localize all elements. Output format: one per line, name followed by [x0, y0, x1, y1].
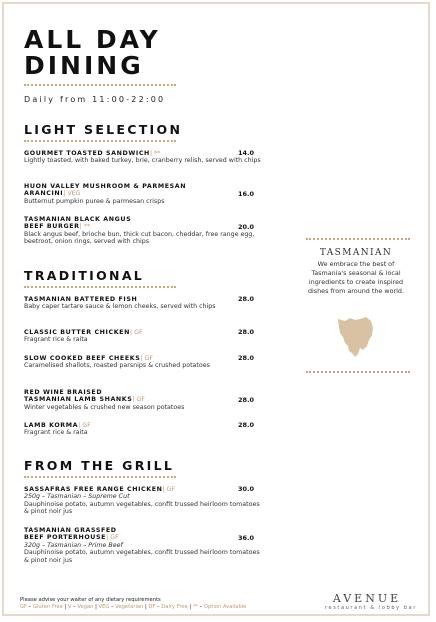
- item-price: 28.0: [238, 396, 255, 404]
- item-tag: | GF: [106, 534, 119, 542]
- item-tag: | **: [149, 150, 161, 157]
- sidebar-divider-bottom: [306, 371, 410, 373]
- sidebar-title: TASMANIAN: [319, 248, 393, 258]
- item-tag: | VEG: [63, 190, 81, 198]
- item-name: TASMANIAN LAMB SHANKS: [24, 396, 133, 404]
- item-subtitle: 250g – Tasmanian – Supreme Cut: [24, 493, 130, 501]
- tasmania-map-icon: [336, 315, 376, 359]
- item-description: Fragrant rice & raita: [24, 336, 88, 344]
- item-description: Black angus beef, brioche bun, thick cut bacon, cheddar, free range egg, beetroot, onion rings, served with chips: [24, 230, 255, 246]
- item-name-line-1: RED WINE BRAISED: [24, 389, 103, 396]
- section-divider: [24, 140, 176, 142]
- item-price: 36.0: [238, 534, 255, 542]
- dietary-footer: [20, 597, 246, 612]
- item-price: 20.0: [238, 223, 255, 231]
- item-description: Winter vegetables & crushed new season potatoes: [24, 403, 185, 411]
- sidebar-text: We embrace the best of Tasmania's seasonal & local ingredients to create inspired dishes from around the world.: [307, 260, 405, 295]
- item-tag: | GF: [78, 422, 91, 429]
- item-name-line-1: TASMANIAN BLACK ANGUS: [24, 216, 132, 223]
- brand-tagline: restaurant & lobby bar: [325, 605, 417, 611]
- menu-item: [24, 486, 264, 516]
- item-name: ARANCINI: [24, 190, 64, 198]
- item-tag: | GF: [140, 355, 153, 362]
- sidebar-divider-top: [306, 238, 410, 240]
- item-name: CLASSIC BUTTER CHICKEN: [24, 329, 130, 336]
- item-price: 28.0: [238, 328, 255, 336]
- item-price: 14.0: [238, 149, 255, 157]
- item-tag: | GF: [162, 486, 176, 493]
- item-name: GOURMET TOASTED SANDWICH: [24, 150, 150, 157]
- item-tag: | GF: [132, 396, 146, 404]
- item-description: Dauphinoise potato, autumn vegetables, confit trussed heirloom tomatoes & pinot noir jus: [24, 549, 260, 564]
- item-description: Fragrant rice & raita: [24, 429, 88, 437]
- item-price: 16.0: [238, 190, 255, 198]
- brand-logo: AVENUE: [332, 592, 402, 605]
- section-divider: [24, 476, 176, 478]
- section-title-from-the-grill: FROM THE GRILL: [24, 458, 175, 473]
- item-description: Baby caper tartare sauce & lemon cheeks, served with chips: [24, 303, 216, 311]
- item-price: 30.0: [238, 485, 255, 493]
- title-line-1: ALL DAY: [24, 25, 161, 54]
- menu-item: [24, 422, 264, 437]
- title-divider: [24, 84, 176, 86]
- item-price: 28.0: [238, 295, 255, 303]
- menu-item: [24, 527, 264, 564]
- item-name-line-1: HUON VALLEY MUSHROOM & PARMESAN: [24, 183, 187, 190]
- item-name: SLOW COOKED BEEF CHEEKS: [24, 355, 141, 362]
- menu-item: [24, 183, 264, 205]
- menu-item: [24, 216, 264, 246]
- menu-item: [24, 296, 264, 311]
- title-line-2: DINING: [24, 51, 144, 80]
- item-description: Butternut pumpkin puree & parmesan crisps: [24, 197, 165, 205]
- item-tag: | **: [79, 223, 90, 231]
- item-description: Caramelised shallots, roasted parsnips & crushed potatoes: [24, 362, 210, 370]
- item-name-line-1: TASMANIAN GRASSFED: [24, 527, 117, 534]
- menu-item: [24, 389, 264, 411]
- item-description: Dauphinoise potato, autumn vegetables, confit trussed heirloom tomatoes & pinot noir jus: [24, 500, 260, 516]
- menu-item: [24, 329, 264, 344]
- item-subtitle: 320g – Tasmanian – Prime Beef: [24, 541, 123, 549]
- item-tag: | GF: [129, 329, 143, 336]
- section-divider: [24, 286, 176, 288]
- dietary-legend: GF – Gluten Free | V – Vegan | VEG – Vegetarian | DF – Dairy Free | ** – Option Available: [20, 604, 247, 611]
- section-title-light-selection: LIGHT SELECTION: [24, 122, 183, 137]
- section-title-traditional: TRADITIONAL: [24, 268, 145, 283]
- opening-hours: Daily from 11:00-22:00: [24, 95, 166, 104]
- item-name: SASSAFRAS FREE RANGE CHICKEN: [24, 486, 163, 493]
- item-name: LAMB KORMA: [24, 422, 79, 429]
- item-description: Lightly toasted, with baked turkey, brie, cranberry relish, served with chips: [24, 157, 261, 165]
- item-name: BEEF BURGER: [24, 223, 80, 231]
- dietary-note: Please advise your waiter of any dietary requirements: [20, 597, 161, 603]
- item-price: 28.0: [238, 421, 255, 429]
- item-price: 28.0: [238, 354, 255, 362]
- item-name: TASMANIAN BATTERED FISH: [24, 296, 138, 303]
- item-name: BEEF PORTERHOUSE: [24, 534, 107, 542]
- menu-item: [24, 355, 264, 370]
- menu-item: [24, 150, 264, 165]
